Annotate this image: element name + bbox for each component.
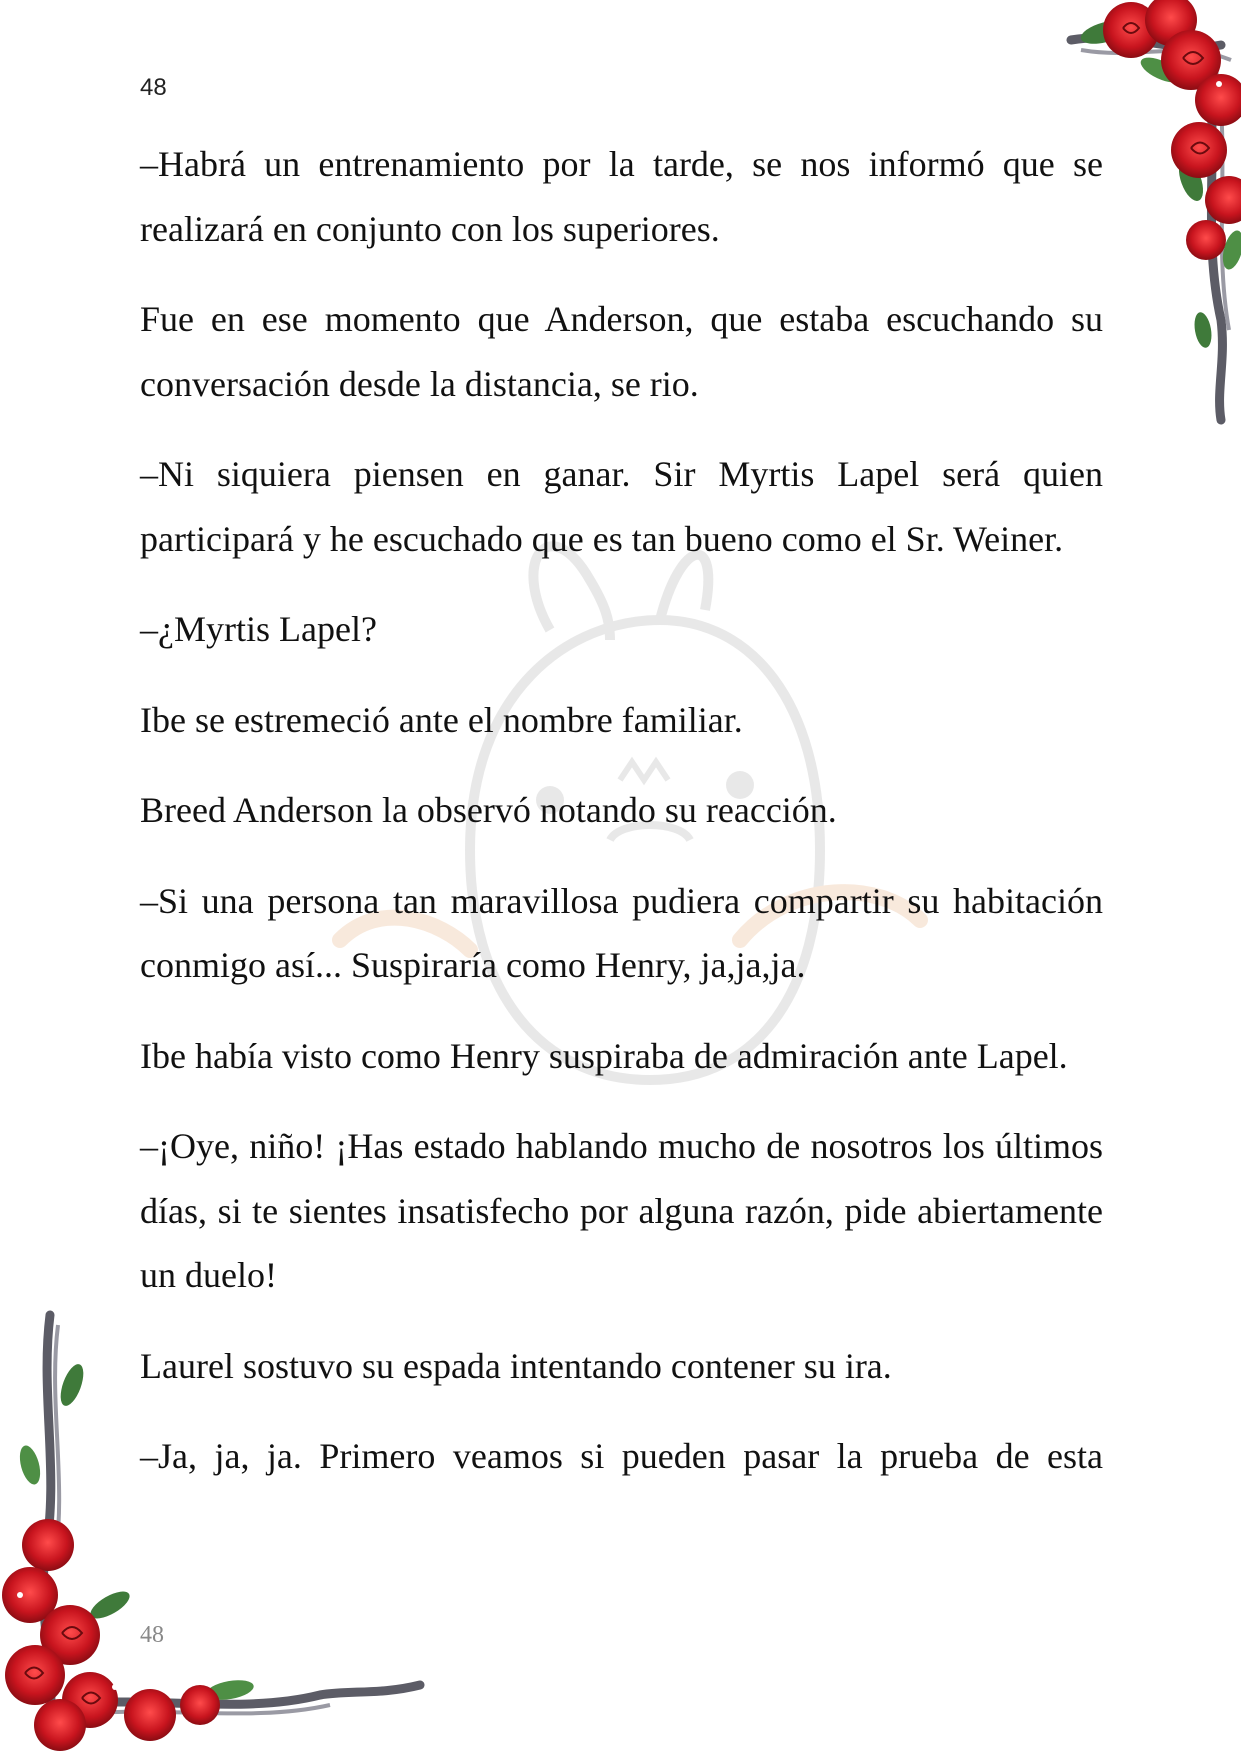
- paragraph: Fue en ese momento que Anderson, que estaba escuchando su conversación desde la distancia, se rio.: [140, 299, 1103, 404]
- page-number-top: 48: [140, 74, 167, 101]
- paragraph: Breed Anderson la observó notando su reacción.: [140, 790, 837, 830]
- paragraph: –¡Oye, niño! ¡Has estado hablando mucho de nosotros los últimos días, si te sientes insatisfecho por alguna razón, pide abiertamente un duelo!: [140, 1126, 1103, 1295]
- paragraph: –Si una persona tan maravillosa pudiera compartir su habitación conmigo así... Suspiraría como Henry, ja,ja,ja.: [140, 880, 1103, 985]
- text-body: [140, 132, 1103, 1515]
- paragraph: Laurel sostuvo su espada intentando contener su ira.: [140, 1345, 892, 1386]
- paragraph-continued: –Ja, ja, ja. Primero veamos si pueden pasar la prueba de esta: [140, 1436, 1103, 1476]
- paragraph: Ibe se estremeció ante el nombre familiar.: [140, 699, 743, 740]
- paragraph: –¿Myrtis Lapel?: [140, 609, 377, 649]
- paragraph: Ibe había visto como Henry suspiraba de admiración ante Lapel.: [140, 1035, 1068, 1076]
- page-number-bottom: 48: [140, 1622, 164, 1648]
- paragraph: –Habrá un entrenamiento por la tarde, se nos informó que se realizará en conjunto con los superiores.: [140, 144, 1103, 249]
- paragraph: –Ni siquiera piensen en ganar. Sir Myrtis Lapel será quien participará y he escuchado que es tan bueno como el Sr. Weiner.: [140, 454, 1103, 559]
